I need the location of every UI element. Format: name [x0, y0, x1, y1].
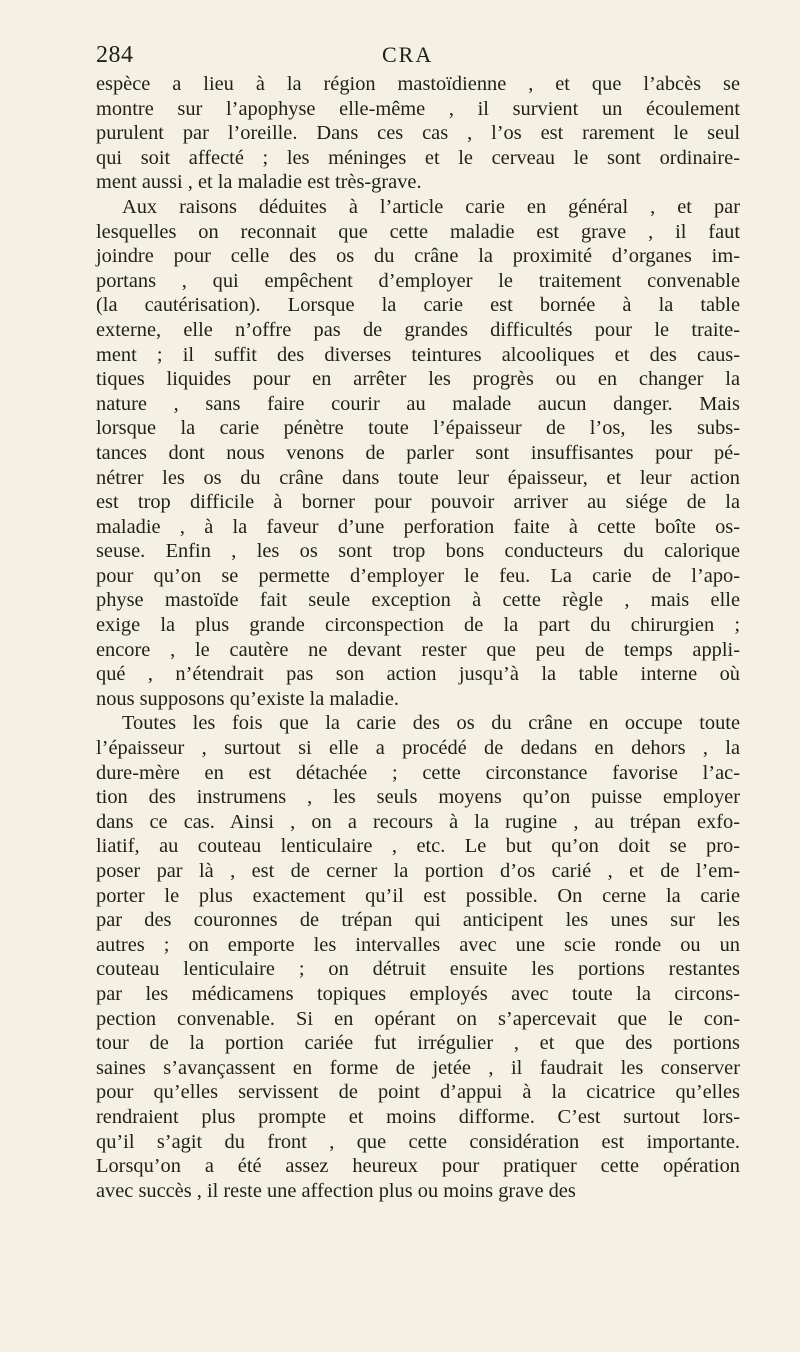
text-line: Toutes les fois que la carie des os du crâne en occupe toute: [122, 712, 740, 735]
paragraph: [96, 711, 740, 1203]
text-line: pour qu’elles servissent de point d’appui à la cicatrice qu’elles: [96, 1081, 740, 1104]
text-line: est trop difficile à borner pour pouvoir arriver au siége de la: [96, 491, 740, 514]
text-line: lesquelles on reconnait que cette maladie est grave , il faut: [96, 220, 740, 243]
text-line: nétrer les os du crâne dans toute leur épaisseur, et leur action: [96, 466, 740, 489]
text-line: encore , le cautère ne devant rester que peu de temps appli-: [96, 638, 740, 661]
text-line: joindre pour celle des os du crâne la proximité d’organes im-: [96, 245, 740, 268]
text-line: lorsque la carie pénètre toute l’épaisseur de l’os, les subs-: [96, 417, 740, 440]
text-line: externe, elle n’offre pas de grandes difficultés pour le traite-: [96, 318, 740, 341]
text-line: qué , n’étendrait pas son action jusqu’à la table interne où: [96, 663, 740, 686]
text-line: avec succès , il reste une affection plus ou moins grave des: [96, 1179, 576, 1202]
text-line: ment aussi , et la maladie est très-grave.: [96, 171, 422, 194]
text-line: ment ; il suffit des diverses teintures alcooliques et des caus-: [96, 343, 740, 366]
text-line: autres ; on emporte les intervalles avec une scie ronde ou un: [96, 933, 740, 956]
text-line: exige la plus grande circonspection de la part du chirurgien ;: [96, 614, 740, 637]
text-line: qu’il s’agit du front , que cette considération est importante.: [96, 1130, 740, 1153]
text-line: porter le plus exactement qu’il est possible. On cerne la carie: [96, 884, 740, 907]
text-line: liatif, au couteau lenticulaire , etc. Le but qu’on doit se pro-: [96, 835, 740, 858]
text-line: par des couronnes de trépan qui anticipent les unes sur les: [96, 909, 740, 932]
text-line: pection convenable. Si en opérant on s’apercevait que le con-: [96, 1007, 740, 1030]
text-line: l’épaisseur , surtout si elle a procédé de dedans en dehors , la: [96, 737, 740, 760]
text-line: tion des instrumens , les seuls moyens qu’on puisse employer: [96, 786, 740, 809]
text-line: Lorsqu’on a été assez heureux pour pratiquer cette opération: [96, 1155, 740, 1178]
text-line: maladie , à la faveur d’une perforation faite à cette boîte os-: [96, 515, 740, 538]
text-line: tour de la portion cariée fut irrégulier , et que des portions: [96, 1032, 740, 1055]
text-line: tances dont nous venons de parler sont insuffisantes pour pé-: [96, 441, 740, 464]
text-line: purulent par l’oreille. Dans ces cas , l’os est rarement le seul: [96, 122, 740, 145]
text-line: saines s’avançassent en forme de jetée , il faudrait les conserver: [96, 1056, 740, 1079]
page-header: [96, 42, 740, 72]
text-line: dure-mère en est détachée ; cette circonstance favorise l’ac-: [96, 761, 740, 784]
text-line: nature , sans faire courir au malade aucun danger. Mais: [96, 392, 740, 415]
page-number: 284: [96, 42, 134, 68]
text-line: pour qu’on se permette d’employer le feu. La carie de l’apo-: [96, 564, 740, 587]
paragraph: [96, 72, 740, 195]
text-line: seuse. Enfin , les os sont trop bons conducteurs du calorique: [96, 540, 740, 563]
text-line: couteau lenticulaire ; on détruit ensuite les portions restantes: [96, 958, 740, 981]
text-line: nous supposons qu’existe la maladie.: [96, 687, 399, 710]
text-line: montre sur l’apophyse elle-même , il survient un écoulement: [96, 97, 740, 120]
text-line: tiques liquides pour en arrêter les progrès ou en changer la: [96, 368, 740, 391]
text-line: portans , qui empêchent d’employer le traitement convenable: [96, 269, 740, 292]
paragraph: [96, 195, 740, 711]
text-line: dans ce cas. Ainsi , on a recours à la rugine , au trépan exfo-: [96, 810, 740, 833]
running-head: CRA: [382, 42, 434, 67]
text-line: espèce a lieu à la région mastoïdienne , et que l’abcès se: [96, 73, 740, 95]
text-line: (la cautérisation). Lorsque la carie est bornée à la table: [96, 294, 740, 317]
text-line: poser par là , est de cerner la portion d’os carié , et de l’em-: [96, 860, 740, 882]
body-text: [96, 72, 740, 1203]
text-line: qui soit affecté ; les méninges et le cerveau le sont ordinaire-: [96, 146, 740, 169]
text-line: Aux raisons déduites à l’article carie en général , et par: [122, 195, 740, 218]
text-line: rendraient plus prompte et moins difforme. C’est surtout lors-: [96, 1105, 740, 1128]
text-line: physe mastoïde fait seule exception à cette règle , mais elle: [96, 589, 740, 612]
text-line: par les médicamens topiques employés avec toute la circons-: [96, 982, 740, 1005]
